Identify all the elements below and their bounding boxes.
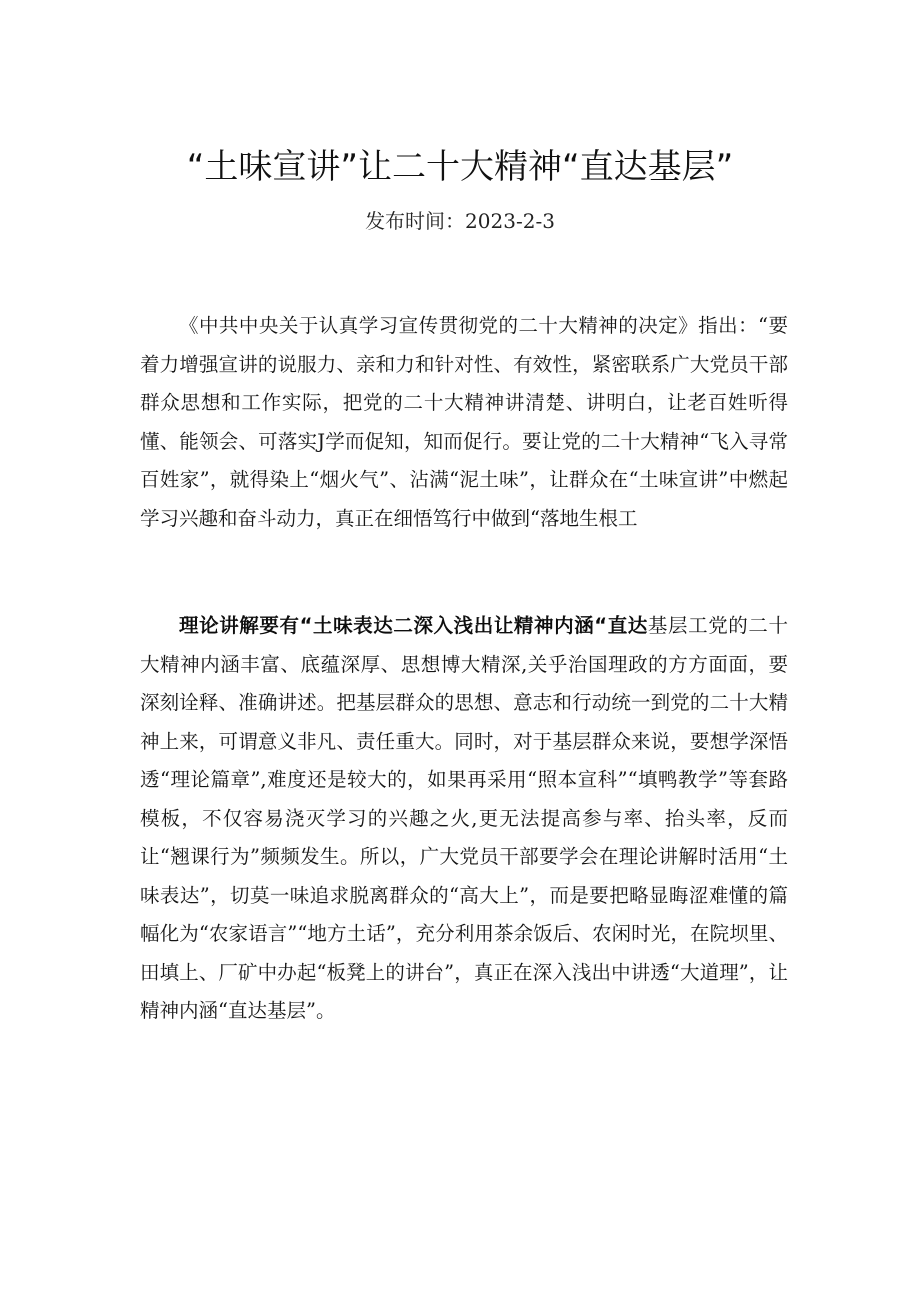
paragraph-intro: 《中共中央关于认真学习宣传贯彻党的二十大精神的决定》指出：“要着力增强宣讲的说服力、亲和力和针对性、有效性，紧密联系广大党员干部群众思想和工作实际，把党的二十大精神讲清楚、讲明白，让老百姓听得懂、能领会、可落实J学而促知，知而促行。要让党的二十大精神“飞入寻常百姓家”，就得染上“烟火气”、沾满“泥土味”，让群众在“土味宣讲”中燃起学习兴趣和奋斗动力，真正在细悟笃行中做到“落地生根工 <box>140 314 788 530</box>
paragraph-theory <box>140 607 788 1031</box>
paragraph-lead-heading: 理论讲解要有“土味表达二深入浅出让精神内涵“直达 <box>179 614 648 637</box>
publish-date: 发布时间：2023-2-3 <box>365 209 555 233</box>
article-title: “土味宣讲”让二十大精神“直达基层” <box>186 147 734 187</box>
paragraph-theory-body: 基层工党的二十大精神内涵丰富、底蕴深厚、思想博大精深,关乎治国理政的方方面面，要深刻诠释、准确讲述。把基层群众的思想、意志和行动统一到党的二十大精神上来，可谓意义非凡、责任重大。同时，对于基层群众来说，要想学深悟透“理论篇章”,难度还是较大的，如果再采用“照本宣科”“填鸭教学”等套路模板，不仅容易浇灭学习的兴趣之火,更无法提高参与率、抬头率，反而让“翘课行为”频频发生。所以，广大党员干部要学会在理论讲解时活用“土味表达”，切莫一味追求脱离群众的“高大上”，而是要把略显晦涩难懂的篇幅化为“农家语言”“地方土话”，充分利用茶余饭后、农闲时光，在院坝里、田填上、厂矿中办起“板凳上的讲台”，真正在深入浅出中讲透“大道理”，让精神内涵“直达基层”。 <box>140 614 788 1022</box>
